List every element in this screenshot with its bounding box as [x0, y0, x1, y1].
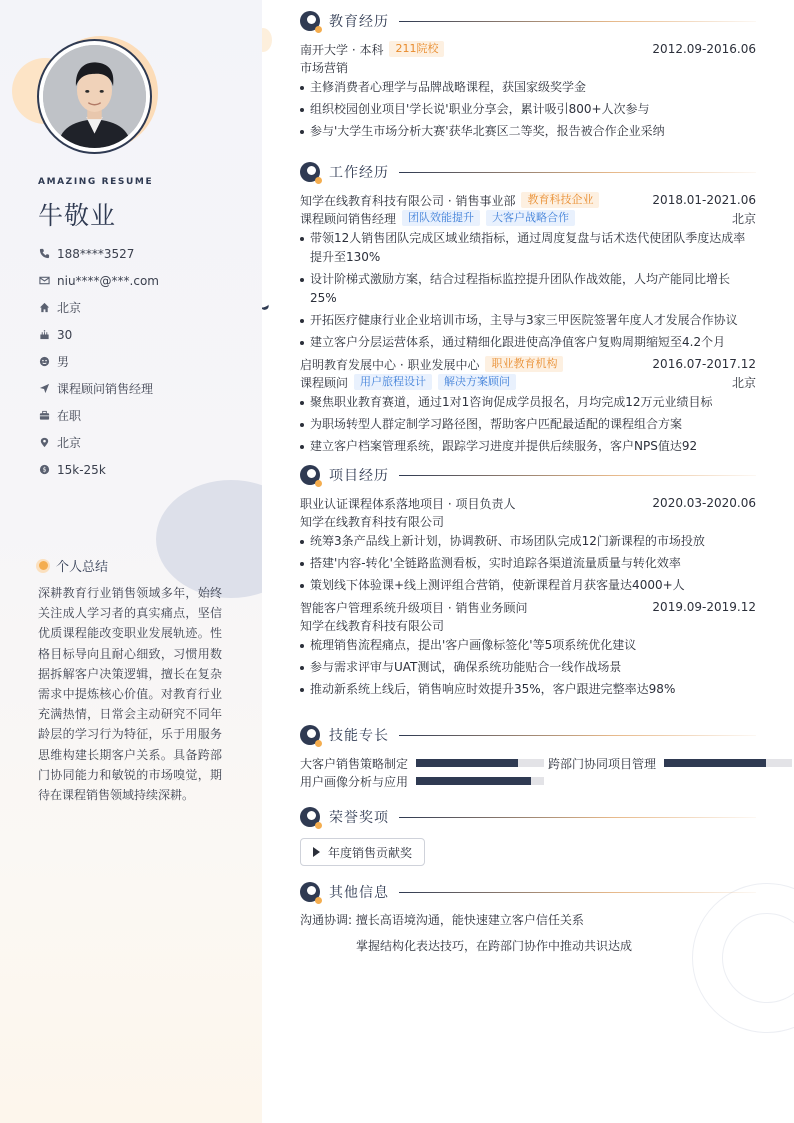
other-line	[300, 909, 756, 931]
section-header	[300, 724, 756, 746]
briefcase-icon	[38, 410, 50, 422]
list-item: 建立客户分层运营体系，通过精细化跟进使高净值客户复购周期缩短至4.2个月	[300, 333, 756, 352]
skill-level-fill	[416, 777, 531, 785]
summary-header	[36, 556, 108, 575]
list-item: 为职场转型人群定制学习路径图，帮助客户匹配最适配的课程组合方案	[300, 415, 756, 434]
cake-icon	[38, 329, 50, 341]
info-text: 课程顾问销售经理	[57, 382, 154, 396]
job-bullets	[300, 229, 756, 352]
list-item: 参与'大学生市场分析大赛'获华北赛区二等奖，报告被合作企业采纳	[300, 122, 756, 141]
project-name: 智能客户管理系统升级项目 · 销售业务顾问	[300, 600, 528, 615]
section-icon	[300, 882, 321, 903]
job-bullets	[300, 393, 756, 456]
project-bullets	[300, 532, 756, 595]
list-item: 统筹3条产品线上新计划，协调教研、市场团队完成12门新课程的市场投放	[300, 532, 756, 551]
section-title: 项目经历	[329, 468, 389, 484]
other-line: 掌握结构化表达技巧，在跨部门协作中推动共识达成	[356, 939, 633, 953]
section-header	[300, 464, 756, 486]
job-date: 2018.01-2021.06	[652, 193, 756, 207]
skill-bar	[416, 777, 544, 785]
sidebar	[0, 0, 262, 1123]
avatar	[37, 39, 152, 154]
project-row	[300, 598, 756, 616]
info-text: 188****3527	[57, 246, 135, 261]
company-name: 启明教育发展中心 · 职业发展中心	[300, 357, 480, 372]
skill-name: 大客户销售策略制定	[300, 756, 409, 771]
list-item: 组织校园创业项目'学长说'职业分享会，累计吸引800+人次参与	[300, 100, 756, 119]
education-bullets	[300, 78, 756, 141]
skill-item	[300, 772, 544, 790]
skills-list	[300, 754, 794, 790]
list-item: 开拓医疗健康行业企业培训市场，主导与3家三甲医院签署年度人才发展合作协议	[300, 311, 756, 330]
job-role-row	[300, 209, 756, 227]
company-tag: 职业教育机构	[485, 356, 563, 372]
info-salary	[38, 456, 248, 483]
school-name: 南开大学 · 本科	[300, 42, 384, 57]
education-row	[300, 40, 756, 58]
section-divider	[399, 817, 756, 818]
other-label: 沟通协调:	[300, 913, 353, 927]
section-icon	[300, 465, 321, 486]
skill-name: 用户画像分析与应用	[300, 774, 409, 789]
info-text: 15k-25k	[57, 462, 106, 477]
other-section	[300, 881, 756, 957]
info-phone	[38, 240, 248, 267]
section-header	[300, 881, 756, 903]
project-name: 职业认证课程体系落地项目 · 项目负责人	[300, 496, 516, 511]
play-triangle-icon	[313, 847, 320, 857]
section-divider	[399, 172, 756, 173]
major: 市场营销	[300, 60, 349, 75]
section-divider	[399, 475, 756, 476]
info-home	[38, 294, 248, 321]
company-tag: 教育科技企业	[521, 192, 599, 208]
education-date: 2012.09-2016.06	[652, 42, 756, 56]
mail-icon	[38, 275, 50, 287]
section-title: 教育经历	[329, 14, 389, 30]
education-section	[300, 10, 756, 144]
project-org: 知学在线教育科技有限公司	[300, 514, 445, 529]
summary-text: 深耕教育行业销售领域多年，始终关注成人学习者的真实痛点，坚信优质课程能改变职业发展轨迹。性格目标导向且耐心细致，习惯用数据拆解客户决策逻辑，擅长在复杂需求中提炼核心价值。对教育行业充满热情，日常会主动研究不同年龄层的学习行为特征，乐于用服务思维构建长期客户关系。具备跨部门协同能力和敏锐的市场嗅觉，期待在课程销售领域持续深耕。	[38, 586, 222, 803]
info-text: niu****@***.com	[57, 273, 159, 288]
info-location	[38, 429, 248, 456]
dot-icon	[36, 559, 50, 573]
section-divider	[399, 735, 756, 736]
school-tag: 211院校	[389, 41, 444, 57]
section-header	[300, 806, 756, 828]
info-status	[38, 402, 248, 429]
decor-gray-blob	[156, 480, 262, 598]
phone-icon	[38, 248, 50, 260]
project-org: 知学在线教育科技有限公司	[300, 618, 445, 633]
decor-edge-dot	[262, 28, 272, 52]
brand-label: AMAZING RESUME	[38, 177, 154, 187]
section-title: 工作经历	[329, 165, 389, 181]
job-role-row	[300, 373, 756, 391]
skill-level-fill	[664, 759, 766, 767]
portrait-photo	[43, 45, 146, 148]
job-row	[300, 355, 756, 373]
projects-section	[300, 464, 756, 702]
list-item: 策划线下体验课+线上测评组合营销，使新课程首月获客量达4000+人	[300, 576, 756, 595]
role-tag: 团队效能提升	[402, 210, 480, 226]
project-date: 2020.03-2020.06	[652, 496, 756, 510]
honors-section	[300, 806, 756, 866]
decor-edge-arc	[262, 297, 270, 311]
info-text: 30	[57, 327, 73, 342]
info-text: 北京	[57, 436, 82, 450]
job-role: 课程顾问	[300, 375, 349, 390]
list-item: 带领12人销售团队完成区域业绩指标，通过周度复盘与话术迭代使团队季度达成率提升至130%	[300, 229, 756, 267]
contact-info-list	[38, 240, 248, 483]
info-email	[38, 267, 248, 294]
award-name: 年度销售贡献奖	[328, 845, 413, 860]
section-icon	[300, 162, 321, 183]
project-date: 2019.09-2019.12	[652, 600, 756, 614]
location-pin-icon	[38, 437, 50, 449]
skill-level-fill	[416, 759, 518, 767]
section-divider	[399, 21, 756, 22]
info-position	[38, 375, 248, 402]
send-icon	[38, 383, 50, 395]
company-name: 知学在线教育科技有限公司 · 销售事业部	[300, 193, 516, 208]
list-item: 建立客户档案管理系统，跟踪学习进度并提供后续服务，客户NPS值达92	[300, 437, 756, 456]
section-title: 其他信息	[329, 885, 389, 901]
info-text: 北京	[57, 301, 82, 315]
job-city: 北京	[731, 375, 756, 390]
section-icon	[300, 725, 321, 746]
section-title: 技能专长	[329, 728, 389, 744]
info-text: 男	[57, 355, 70, 369]
main-content	[262, 0, 794, 1123]
section-title: 荣誉奖项	[329, 810, 389, 826]
list-item: 聚焦职业教育赛道，通过1对1咨询促成学员报名，月均完成12万元业绩目标	[300, 393, 756, 412]
info-gender	[38, 348, 248, 375]
gender-icon	[38, 356, 50, 368]
job-date: 2016.07-2017.12	[652, 357, 756, 371]
summary-title: 个人总结	[56, 560, 109, 575]
role-tag: 用户旅程设计	[354, 374, 432, 390]
section-divider	[399, 892, 756, 893]
svg-text:$: $	[41, 465, 47, 474]
home-icon	[38, 302, 50, 314]
work-section	[300, 161, 756, 459]
list-item: 搭建'内容-转化'全链路监测看板，实时追踪各渠道流量质量与转化效率	[300, 554, 756, 573]
skill-item	[300, 754, 544, 772]
skill-bar	[416, 759, 544, 767]
info-age	[38, 321, 248, 348]
project-bullets	[300, 636, 756, 699]
list-item: 参与需求评审与UAT测试，确保系统功能贴合一线作战场景	[300, 658, 756, 677]
section-header	[300, 10, 756, 32]
job-row	[300, 191, 756, 209]
other-text: 擅长高语境沟通，能快速建立客户信任关系	[355, 913, 584, 927]
section-header	[300, 161, 756, 183]
section-icon	[300, 807, 321, 828]
skills-section	[300, 724, 756, 790]
list-item: 梳理销售流程痛点，提出'客户画像标签化'等5项系统优化建议	[300, 636, 756, 655]
award-badge	[300, 838, 425, 866]
job-city: 北京	[731, 211, 756, 226]
role-tag: 大客户战略合作	[486, 210, 575, 226]
list-item: 主修消费者心理学与品牌战略课程，获国家级奖学金	[300, 78, 756, 97]
skill-bar	[664, 759, 792, 767]
section-icon	[300, 11, 321, 32]
skill-item	[548, 754, 792, 772]
skill-name: 跨部门协同项目管理	[548, 756, 657, 771]
list-item: 推动新系统上线后，销售响应时效提升35%，客户跟进完整率达98%	[300, 680, 756, 699]
project-row	[300, 494, 756, 512]
job-role: 课程顾问销售经理	[300, 211, 397, 226]
info-text: 在职	[57, 409, 82, 423]
candidate-name: 牛敬业	[38, 201, 117, 230]
salary-icon	[38, 464, 50, 476]
list-item: 设计阶梯式激励方案，结合过程指标监控提升团队作战效能，人均产能同比增长25%	[300, 270, 756, 308]
role-tag: 解决方案顾问	[438, 374, 516, 390]
